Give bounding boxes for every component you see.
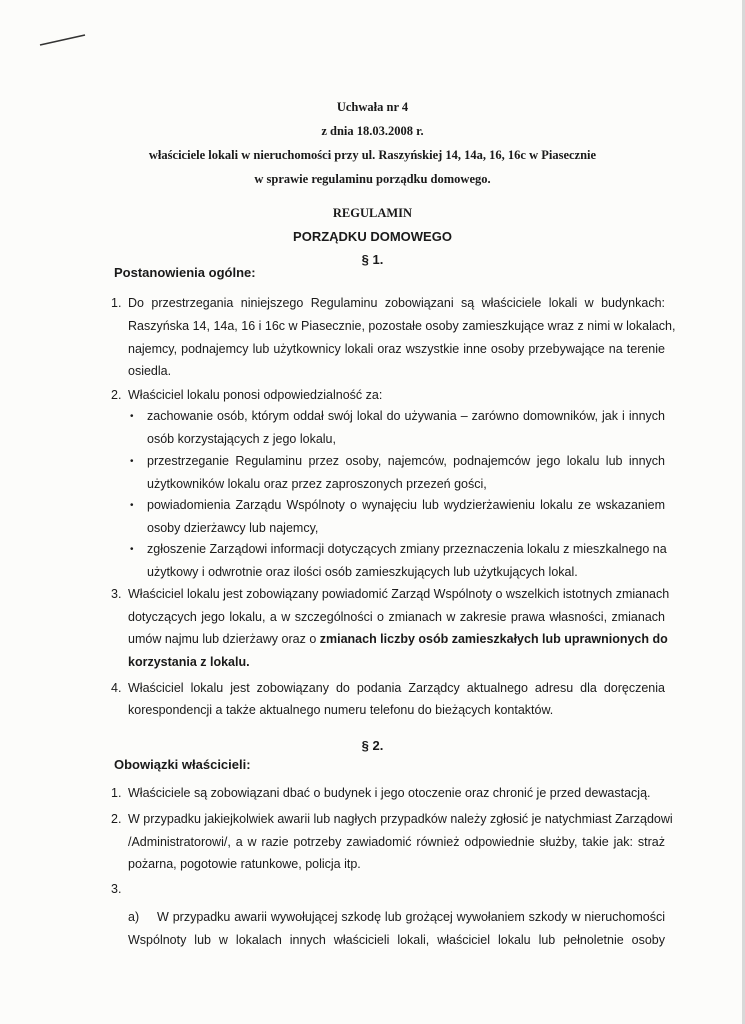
section-1-symbol: § 1.: [361, 252, 384, 267]
title-regulamin: REGULAMIN: [332, 206, 413, 220]
item-number: 4.: [111, 681, 122, 695]
paragraph-line-mixed: [128, 632, 668, 646]
paragraph-line: dotyczących jego lokalu, a w szczególności o zmianach w zakresie prawa własności, zmianach: [128, 610, 665, 624]
paragraph-bold-line: [128, 655, 665, 669]
paragraph-line: Właściciel lokalu jest zobowiązany powiadomić Zarząd Wspólnoty o wszelkich istotnych zmianach: [128, 587, 670, 601]
bullet-line: osoby dzierżawcy lub najemcy,: [147, 521, 319, 535]
title-porzadku-domowego: PORZĄDKU DOMOWEGO: [293, 229, 452, 244]
section-2-symbol: § 2.: [361, 738, 384, 753]
item-number: 3.: [111, 882, 122, 896]
paragraph-line: osiedla.: [128, 364, 172, 378]
paragraph-line: Właściciel lokalu ponosi odpowiedzialność za:: [128, 388, 383, 402]
paragraph-line: Do przestrzegania niniejszego Regulaminu zobowiązani są właściciele lokali w budynkach:: [128, 296, 665, 310]
item-number: 1.: [111, 786, 122, 800]
bullet-icon: •: [130, 411, 134, 422]
paragraph-line: Wspólnoty lub w lokalach innych właścicieli lokali, właściciel lokalu lub pełnoletnie osoby: [128, 933, 665, 947]
paragraph-line: Właściciel lokalu jest zobowiązany do podania Zarządcy aktualnego adresu dla doręczenia: [128, 681, 665, 695]
paragraph-bold-text: korzystania z lokalu.: [128, 655, 250, 669]
paragraph-line: najemcy, podnajemcy lub użytkownicy lokali oraz wszystkie inne osoby przebywające na terenie: [128, 342, 665, 356]
bullet-icon: •: [130, 456, 134, 467]
bullet-line: użytkowy i odwrotnie oraz ilości osób zamieszkujących lub użytkujących lokal.: [147, 565, 578, 579]
paragraph-line: pożarna, pogotowie ratunkowe, policja itp.: [128, 857, 361, 871]
bullet-line: użytkowników lokalu oraz przez zaproszonych przezeń gości,: [147, 477, 487, 491]
paragraph-line: Raszyńska 14, 14a, 16 i 16c w Piasecznie, pozostałe osoby zamieszkujące wraz z nimi w lokalach,: [128, 319, 676, 333]
resolution-number: Uchwała nr 4: [336, 100, 409, 114]
paragraph-bold-text: zmianach liczby osób zamieszkałych lub uprawnionych do: [319, 632, 668, 646]
resolution-subject: w sprawie regulaminu porządku domowego.: [254, 172, 491, 186]
section-1-heading: Postanowienia ogólne:: [114, 265, 256, 280]
item-number: 2.: [111, 812, 122, 826]
bullet-line: zachowanie osób, którym oddał swój lokal do używania – zarówno domowników, jak i innych: [147, 409, 665, 423]
resolution-date: z dnia 18.03.2008 r.: [321, 124, 424, 138]
bullet-icon: •: [130, 500, 134, 511]
item-number: 1.: [111, 296, 122, 310]
bullet-icon: •: [130, 544, 134, 555]
paragraph-line: korespondencji a także aktualnego numeru telefonu do bieżących kontaktów.: [128, 703, 554, 717]
item-number: 2.: [111, 388, 122, 402]
bullet-line: osób korzystających z jego lokalu,: [147, 432, 336, 446]
pen-stroke-mark: [38, 32, 88, 48]
paragraph-line: W przypadku jakiejkolwiek awarii lub nagłych przypadków należy zgłosić je natychmiast Zarządowi: [128, 812, 673, 826]
sub-item-label: a): [128, 910, 140, 924]
section-2-heading: Obowiązki właścicieli:: [114, 757, 251, 772]
resolution-owners-line: właściciele lokali w nieruchomości przy ul. Raszyńskiej 14, 14a, 16, 16c w Piasecznie: [148, 148, 597, 162]
paragraph-line: Właściciele są zobowiązani dbać o budynek i jego otoczenie oraz chronić je przed dewastacją.: [128, 786, 651, 800]
item-number: 3.: [111, 587, 122, 601]
bullet-line: przestrzeganie Regulaminu przez osoby, najemców, podnajemców jego lokalu lub innych: [147, 454, 665, 468]
bullet-line: powiadomienia Zarządu Wspólnoty o wynajęciu lub wydzierżawieniu lokalu ze wskazaniem: [147, 498, 665, 512]
paragraph-text: umów najmu lub dzierżawy oraz o: [128, 632, 320, 646]
paragraph-line: W przypadku awarii wywołującej szkodę lub grożącej wywołaniem szkody w nieruchomości: [157, 910, 665, 924]
bullet-line: zgłoszenie Zarządowi informacji dotyczących zmiany przeznaczenia lokalu z mieszkalnego na: [147, 542, 667, 556]
paragraph-line: /Administratorowi/, a w razie potrzeby zawiadomić również odpowiednie służby, takie jak: straż: [128, 835, 665, 849]
